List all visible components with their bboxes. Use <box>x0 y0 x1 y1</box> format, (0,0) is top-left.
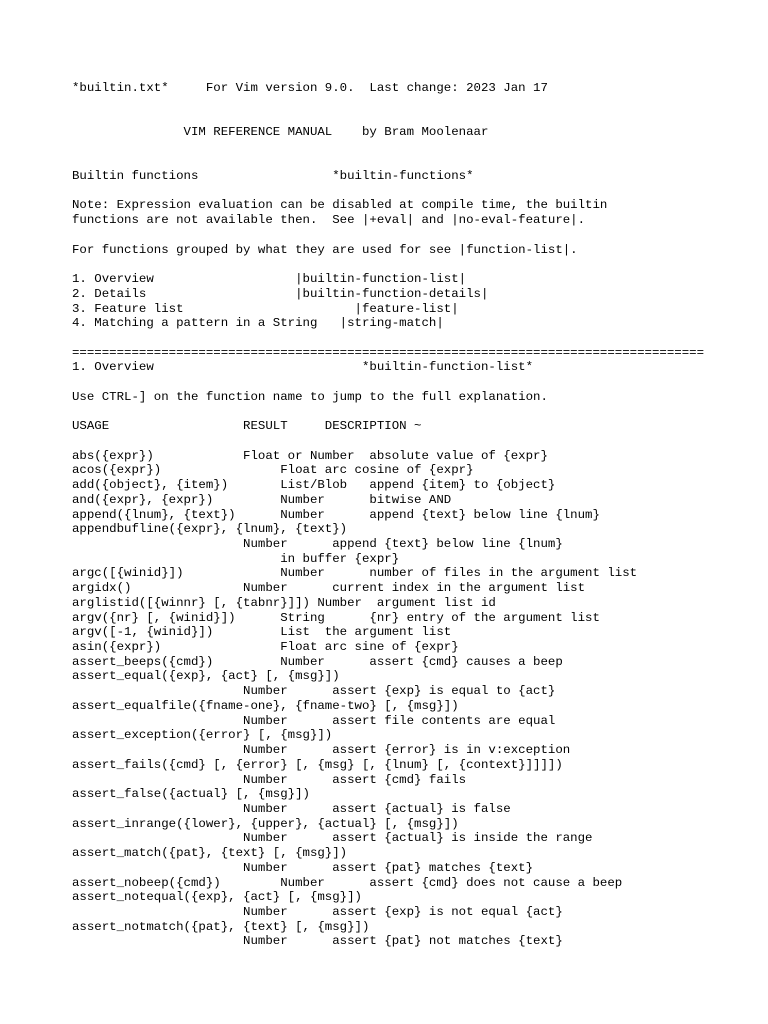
doc-line: add({object}, {item}) List/Blob append {item} to {object} <box>72 478 556 493</box>
doc-line: Number assert {pat} not matches {text} <box>72 934 563 949</box>
doc-line: assert_exception({error} [, {msg}]) <box>72 728 333 743</box>
doc-line: assert_notequal({exp}, {act} [, {msg}]) <box>72 890 362 905</box>
doc-line: assert_false({actual} [, {msg}]) <box>72 787 310 802</box>
doc-line: VIM REFERENCE MANUAL by Bram Moolenaar <box>72 124 489 139</box>
doc-line: Number assert {actual} is false <box>72 801 511 816</box>
doc-line: Use CTRL-] on the function name to jump to the full explanation. <box>72 389 548 404</box>
doc-line <box>72 66 752 81</box>
doc-line: appendbufline({expr}, {lnum}, {text}) <box>72 522 348 537</box>
doc-line: *builtin.txt* For Vim version 9.0. Last change: 2023 Jan 17 <box>72 80 548 95</box>
doc-line: Number assert {pat} matches {text} <box>72 860 534 875</box>
doc-line: 1. Overview *builtin-function-list* <box>72 360 534 375</box>
doc-line: USAGE RESULT DESCRIPTION ~ <box>72 419 422 434</box>
doc-line: argv([-1, {winid}]) List the argument list <box>72 625 452 640</box>
doc-line: assert_equalfile({fname-one}, {fname-two} [, {msg}]) <box>72 698 459 713</box>
doc-line: argc([{winid}]) Number number of files in the argument list <box>72 566 638 581</box>
doc-line <box>72 434 752 449</box>
doc-line <box>72 110 752 125</box>
doc-line: functions are not available then. See |+eval| and |no-eval-feature|. <box>72 213 586 228</box>
doc-line: arglistid([{winnr} [, {tabnr}]]) Number argument list id <box>72 595 496 610</box>
doc-line: Builtin functions *builtin-functions* <box>72 169 474 184</box>
doc-line <box>72 405 752 420</box>
doc-line <box>72 375 752 390</box>
doc-line <box>72 257 752 272</box>
doc-line: asin({expr}) Float arc sine of {expr} <box>72 640 459 655</box>
doc-line: 3. Feature list |feature-list| <box>72 301 459 316</box>
doc-line: 4. Matching a pattern in a String |string-match| <box>72 316 444 331</box>
doc-line: assert_inrange({lower}, {upper}, {actual} [, {msg}]) <box>72 816 459 831</box>
doc-line: Number assert {actual} is inside the range <box>72 831 593 846</box>
doc-line: acos({expr}) Float arc cosine of {expr} <box>72 463 474 478</box>
doc-line: assert_equal({exp}, {act} [, {msg}]) <box>72 669 340 684</box>
doc-line: Number assert {error} is in v:exception <box>72 743 571 758</box>
doc-line: Number append {text} below line {lnum} <box>72 537 563 551</box>
help-document <box>72 66 752 949</box>
doc-line <box>72 140 752 155</box>
doc-line: Number assert {cmd} fails <box>72 772 467 787</box>
doc-line <box>72 184 752 199</box>
doc-line: assert_fails({cmd} [, {error} [, {msg} [, {lnum} [, {context}]]]]) <box>72 757 563 772</box>
doc-line: ===================================================================================== <box>72 345 705 360</box>
doc-line: in buffer {expr} <box>72 551 400 566</box>
doc-line <box>72 154 752 169</box>
doc-line <box>72 331 752 346</box>
doc-line: assert_beeps({cmd}) Number assert {cmd} causes a beep <box>72 654 563 669</box>
doc-line: Number assert {exp} is not equal {act} <box>72 904 563 919</box>
doc-line: Number assert {exp} is equal to {act} <box>72 684 556 699</box>
doc-line: 1. Overview |builtin-function-list| <box>72 272 467 287</box>
doc-line: 2. Details |builtin-function-details| <box>72 286 489 301</box>
doc-line <box>72 95 752 110</box>
doc-line: and({expr}, {expr}) Number bitwise AND <box>72 492 452 507</box>
doc-line: argv({nr} [, {winid}]) String {nr} entry of the argument list <box>72 610 600 625</box>
doc-line: assert_nobeep({cmd}) Number assert {cmd} does not cause a beep <box>72 875 623 890</box>
doc-line: abs({expr}) Float or Number absolute value of {expr} <box>72 448 548 463</box>
doc-line: assert_notmatch({pat}, {text} [, {msg}]) <box>72 919 370 934</box>
doc-line <box>72 228 752 243</box>
doc-line: assert_match({pat}, {text} [, {msg}]) <box>72 846 348 861</box>
doc-line: Number assert file contents are equal <box>72 713 556 728</box>
doc-line: argidx() Number current index in the argument list <box>72 581 586 596</box>
doc-line: append({lnum}, {text}) Number append {text} below line {lnum} <box>72 507 600 522</box>
doc-line: For functions grouped by what they are used for see |function-list|. <box>72 242 578 257</box>
doc-line: Note: Expression evaluation can be disabled at compile time, the builtin <box>72 198 608 213</box>
